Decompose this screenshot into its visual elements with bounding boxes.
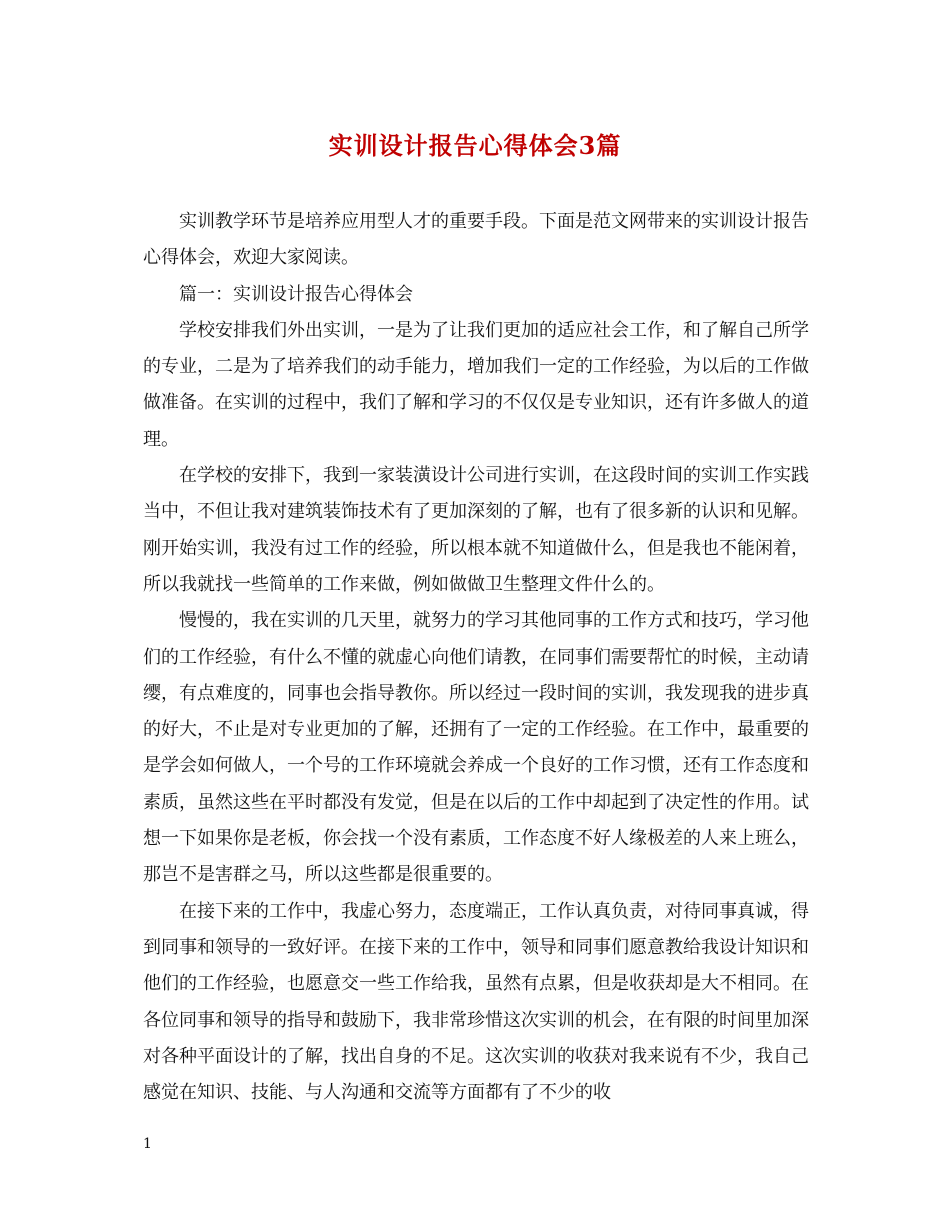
paragraph-intro: 实训教学环节是培养应用型人才的重要手段。下面是范文网带来的实训设计报告心得体会，欢迎大家阅读。 bbox=[143, 211, 809, 269]
document-body bbox=[143, 204, 809, 1111]
paragraph: 慢慢的，我在实训的几天里，就努力的学习其他同事的工作方式和技巧，学习他们的工作经验，有什么不懂的就虚心向他们请教，在同事们需要帮忙的时候，主动请缨，有点难度的，同事也会指导教你。所以经过一段时间的实训，我发现我的进步真的好大，不止是对专业更加的了解，还拥有了一定的工作经验。在工作中，最重要的是学会如何做人，一个号的工作环境就会养成一个良好的工作习惯，还有工作态度和素质，虽然这些在平时都没有发觉，但是在以后的工作中却起到了决定性的作用。试想一下如果你是老板，你会找一个没有素质，工作态度不好人缘极差的人来上班么，那岂不是害群之马，所以这些都是很重要的。 bbox=[143, 610, 809, 886]
paragraph: 在接下来的工作中，我虚心努力，态度端正，工作认真负责，对待同事真诚，得到同事和领导的一致好评。在接下来的工作中，领导和同事们愿意教给我设计知识和他们的工作经验，也愿意交一些工作给我，虽然有点累，但是收获却是大不相同。在各位同事和领导的指导和鼓励下，我非常珍惜这次实训的机会，在有限的时间里加深对各种平面设计的了解，找出自身的不足。这次实训的收获对我来说有不少，我自己感觉在知识、技能、与人沟通和交流等方面都有了不少的收 bbox=[143, 900, 809, 1104]
section-heading: 篇一：实训设计报告心得体会 bbox=[179, 283, 413, 305]
paragraph: 学校安排我们外出实训，一是为了让我们更加的适应社会工作，和了解自己所学的专业，二是为了培养我们的动手能力，增加我们一定的工作经验，为以后的工作做做准备。在实训的过程中，我们了解和学习的不仅仅是专业知识，还有许多做人的道理。 bbox=[143, 319, 809, 450]
page-number: 1 bbox=[143, 1136, 152, 1152]
paragraph: 在学校的安排下，我到一家装潢设计公司进行实训，在这段时间的实训工作实践当中，不但让我对建筑装饰技术有了更加深刻的了解，也有了很多新的认识和见解。刚开始实训，我没有过工作的经验，所以根本就不知道做什么，但是我也不能闲着，所以我就找一些简单的工作来做，例如做做卫生整理文件什么的。 bbox=[143, 465, 809, 595]
document-title: 实训设计报告心得体会3篇 bbox=[328, 131, 622, 160]
